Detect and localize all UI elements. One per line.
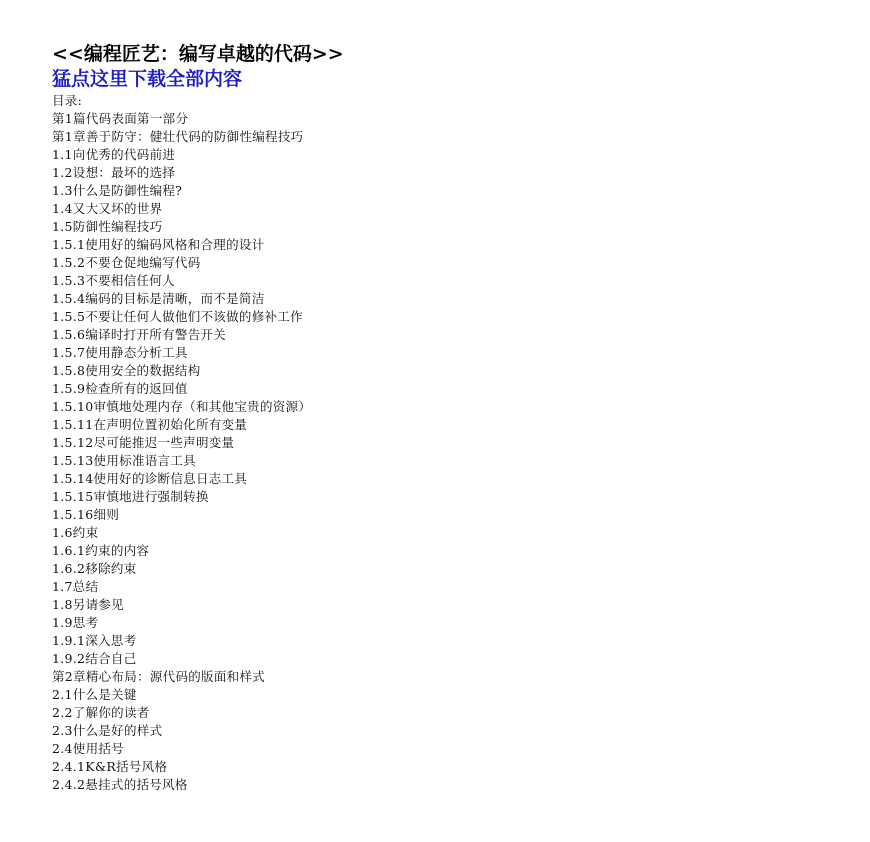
toc-item: 2.4使用括号 <box>52 741 124 756</box>
toc-item: 1.5.15审慎地进行强制转换 <box>52 489 209 504</box>
toc-item: 1.5.6编译时打开所有警告开关 <box>52 327 227 342</box>
toc-item: 1.9.2结合自己 <box>52 651 137 666</box>
toc-item: 2.4.2悬挂式的括号风格 <box>52 777 188 792</box>
toc-item: 1.4又大又坏的世界 <box>52 201 163 216</box>
toc-item: 2.1什么是关键 <box>52 687 137 702</box>
toc-item: 1.5.8使用安全的数据结构 <box>52 363 201 378</box>
document-page <box>52 42 852 794</box>
toc-item: 1.5.1使用好的编码风格和合理的设计 <box>52 237 265 252</box>
toc-item: 2.2了解你的读者 <box>52 705 150 720</box>
toc-item: 1.5.12尽可能推迟一些声明变量 <box>52 435 235 450</box>
toc-label: 目录: <box>52 93 83 108</box>
toc-item: 1.5.10审慎地处理内存（和其他宝贵的资源） <box>52 399 312 414</box>
toc-item: 1.6.1约束的内容 <box>52 543 150 558</box>
toc-item: 1.5.11在声明位置初始化所有变量 <box>52 417 248 432</box>
toc-item: 1.9.1深入思考 <box>52 633 137 648</box>
toc-item: 1.7总结 <box>52 579 99 594</box>
toc-item: 1.6约束 <box>52 525 99 540</box>
toc-item: 1.5.16细则 <box>52 507 120 522</box>
toc-item: 1.1向优秀的代码前进 <box>52 147 176 162</box>
toc-item: 1.5.13使用标准语言工具 <box>52 453 196 468</box>
toc-item: 1.8另请参见 <box>52 597 124 612</box>
toc-item: 1.5.7使用静态分析工具 <box>52 345 188 360</box>
toc-item: 1.5.4编码的目标是清晰，而不是简洁 <box>52 291 265 306</box>
toc-item: 1.9思考 <box>52 615 99 630</box>
toc-item: 1.3什么是防御性编程? <box>52 183 183 198</box>
toc-item: 1.5.5不要让任何人做他们不该做的修补工作 <box>52 309 303 324</box>
toc-item: 第1章善于防守：健壮代码的防御性编程技巧 <box>52 129 304 144</box>
document-title: <<编程匠艺：编写卓越的代码>> <box>52 43 344 65</box>
toc-item: 1.2设想：最坏的选择 <box>52 165 176 180</box>
toc-item: 第1篇代码表面第一部分 <box>52 111 189 126</box>
toc-item: 第2章精心布局：源代码的版面和样式 <box>52 669 266 684</box>
table-of-contents <box>52 110 852 794</box>
download-link[interactable]: 猛点这里下载全部内容 <box>52 68 243 90</box>
toc-item: 1.5.14使用好的诊断信息日志工具 <box>52 471 248 486</box>
toc-item: 2.4.1K&R括号风格 <box>52 759 168 774</box>
toc-item: 1.5.3不要相信任何人 <box>52 273 175 288</box>
toc-item: 2.3什么是好的样式 <box>52 723 163 738</box>
toc-item: 1.5.9检查所有的返回值 <box>52 381 188 396</box>
toc-item: 1.5.2不要仓促地编写代码 <box>52 255 201 270</box>
toc-item: 1.5防御性编程技巧 <box>52 219 163 234</box>
toc-item: 1.6.2移除约束 <box>52 561 137 576</box>
